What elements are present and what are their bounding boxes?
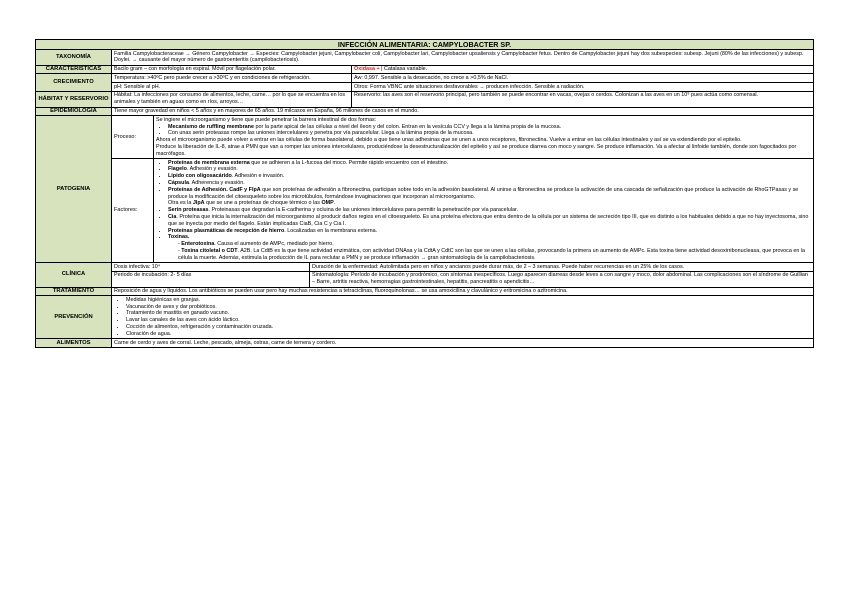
epidemiologia-text: Tiene mayor gravedad en niños < 5 años y en mayores de 65 años. 19 milcasos en España, 96 millones de casos en el mundo. (112, 107, 814, 116)
document-page (35, 39, 813, 348)
caracteristicas-row (36, 65, 814, 74)
duracion-enfermedad: Duración de la enfermedad: Autolimitada pero en niños y ancianos puede durar más, de 2 – 3 semanas. Puede haber recurrencias en un 25% de los casos. (310, 263, 814, 272)
proceso-list (156, 124, 811, 138)
list-item: - Toxina citoletal o CDT. A2B. La CdtB es la que tiene actividad enzimática, con actividad DNAsa y la CdtA y CdtC son las que se unen a las células, provocando la primera un aumento de AMPc. Esta toxina tiene actividad desoxirribonucleasa, que provoca en la célula la muerte. Además, estimula la producción de IL para reclutar a PMN y se produce inflamación → gran sintomatología de la campilobacteriosis. (178, 248, 811, 262)
caracteristicas-right (352, 65, 814, 74)
list-item: • Cia. Proteína que inicia la internalización del microorganismo al producir daños regios en el citoesqueleto. Es una proteína efectora que entra dentro de la célula por un sistema de secreción tipo III, que es distinto a los habituales debido a que no hay inyectosoma, sino que se inyecta por medio del flagelo. Están implicadas CiaB, Cia C y Cia I. (168, 214, 811, 228)
list-item: - Enterotoxina. Causa el aumento de AMPc, mediado por hierro. (178, 241, 811, 248)
tratamiento-row (36, 287, 814, 296)
clinica-row-2 (36, 271, 814, 287)
clinica-row-1 (36, 263, 814, 272)
patogenia-label: PATOGENIA (36, 116, 112, 263)
crecimiento-row-1 (36, 74, 814, 83)
list-item: • Medidas higiénicas en granjas. (126, 297, 811, 304)
alimentos-text: Carne de cerdo y aves de corral. Leche, pescado, almeja, ostras, carne de ternera y cordero. (112, 339, 814, 348)
proceso-paragraph-2: Produce la liberación de IL-8, atrae a PMN que van a romper las uniones intercelulares, produciéndose la desestructuralización del epitelio y así se produce diarrea con moco y sangre. Se produce inflamación. Va a afectar al linfoide también, donde son fagocitados por macrófagos. (156, 144, 797, 157)
tratamiento-text: Reposición de agua y líquidos. Los antibióticos se pueden usar pero hay muchas resistencias a tetraciclinas, fluoroquinolonas… se usa amoxicilina y clavulánico y eritromicina o azitromicina. (112, 287, 814, 296)
dosis-infectiva: Dosis infectiva: 10⁴ (112, 263, 310, 272)
proceso-paragraph-1: Ahora el microorganismo puede volver a entrar en las células de forma basolateral, debido a que tiene unas adhesinas que se unen a unos receptores, fibronectina. Vuelve a entrar en las células intestinales y así se va extendiendo por el epitelio. (156, 137, 742, 144)
prevencion-label: PREVENCIÓN (36, 296, 112, 339)
list-item: • Lípido con oligosacárido. Adhesión e invasión. (168, 173, 811, 180)
list-item: • Cápsula. Adherencia y evasión. (168, 180, 811, 187)
catalasa-text: | Catalasa variable. (379, 66, 428, 73)
jlpa-paragraph: Otra es la JlpA que se une a proteínas de choque térmico o las OMP. (168, 200, 336, 207)
list-item: • Cloración de agua. (126, 331, 811, 338)
epidemiologia-row (36, 107, 814, 116)
list-item: • Lavar las canales de las aves con ácido láctico. (126, 317, 811, 324)
list-item: • Mecanismo de ruffling membrane por la parte apical de las células a nivel del íleon y del colon. Entran en la vesícula CCV y llega a la lámina propia de la mucosa. (168, 124, 811, 131)
list-item: • Proteínas de membrana externa que se adhieren a la L-fucosa del moco. Permite rápido encuentro con el intestino. (168, 160, 811, 167)
caracteristicas-label: CARACTERÍSTICAS (36, 65, 112, 74)
reservorio-text: Reservorio: las aves son el reservorio principal, pero también se puede encontrar en vacas, ovejas o cerdos. Colonizan a las aves en un 10⁹ pues actúa como comensal. (352, 91, 814, 107)
list-item: • Con unas serin proteasas rompe las uniones intercelulares y penetra por vía paracelular. Llega a la lámina propia de la mucosa. (168, 130, 811, 137)
list-item: • Flagelo. Adhesión y evasión. (168, 166, 811, 173)
summary-table (35, 39, 814, 348)
tratamiento-label: TRATAMIENTO (36, 287, 112, 296)
oxidasa-text: Oxidasa + (354, 66, 380, 73)
patogenia-proceso-row (36, 116, 814, 159)
alimentos-label: ALIMENTOS (36, 339, 112, 348)
factores-text (154, 159, 814, 263)
crecimiento-aw: Aw: 0,997. Sensible a la desecación, no crece a >0,5% de NaCl. (352, 74, 814, 83)
proceso-label: Proceso: (112, 116, 154, 159)
caracteristicas-left: Bacilo gram – con morfología en espiral. Móvil por flagelación polar. (112, 65, 352, 74)
taxonomia-label: TAXONOMÍA (36, 50, 112, 66)
crecimiento-ph: pH: Sensible al pH. (112, 83, 352, 92)
habitat-label: HÁBITAT Y RESERVORIO (36, 91, 112, 107)
patogenia-factores-row (36, 159, 814, 263)
epidemiologia-label: EPIDEMIOLOGÍA (36, 107, 112, 116)
alimentos-row (36, 339, 814, 348)
prevencion-row (36, 296, 814, 339)
crecimiento-row-2 (36, 83, 814, 92)
crecimiento-otros: Otros: Forma VBNC ante situaciones desfavorables → producen infección. Sensible a radiación. (352, 83, 814, 92)
periodo-incubacion: Periodo de incubación: 2- 5 días (112, 271, 310, 287)
list-item: • Proteínas de Adhesión. CadF y FlpA que son proteínas de adhesión a fibronectina, participan sobre todo en la adhesión basolateral. Al unirse a fibronectina se produce la activación de una cascada de señalización que produce la activación de RhoGTPasas y se produce la modificación del citoesqueleto sobre los microtúbulos, formándose invaginaciones que incorporan al microorganismo. Otra es la JlpA que se une a proteínas de choque térmico o las OMP. (168, 187, 811, 207)
clinica-label: CLÍNICA (36, 263, 112, 287)
proceso-intro: Se ingiere el microorganismo y tiene que puede penetrar la barrera intestinal de dos formas: (156, 116, 377, 123)
prevencion-list (114, 297, 811, 338)
crecimiento-label: CRECIMIENTO (36, 74, 112, 92)
list-item: • Tratamiento de mastitis en ganado vacuno. (126, 310, 811, 317)
taxonomia-row (36, 50, 814, 66)
toxinas-list (168, 241, 811, 261)
habitat-text: Hábitat: La infecciones por consumo de alimentos, leche, carne… por lo que se encuentra en los animales y también en aguas como en ríos, arroyos… (112, 91, 352, 107)
list-item: • Toxinas. - Enterotoxina. Causa el aumento de AMPc, mediado por hierro. - Toxina citoletal o CDT. A2B. La CdtB es la que tiene actividad enzimática, con actividad DNAsa y la CdtA y CdtC son las que se unen a las células, provocando la primera un aumento de AMPc. Esta toxina tiene actividad desoxirribonucleasa, que provoca en la célula la muerte. Además, estimula la producción de IL para reclutar a PMN y se produce inflamación → gran sintomatología de la campilobacteriosis. (168, 234, 811, 261)
document-title: INFECCIÓN ALIMENTARIA: CAMPYLOBACTER SP. (36, 40, 814, 50)
list-item: • Cocción de alimentos, refrigeración y contaminación cruzada. (126, 324, 811, 331)
crecimiento-temperatura: Temperatura: >40ºC pero puede crecer a >30ºC y en condiciones de refrigeración. (112, 74, 352, 83)
list-item: • Vacunación de aves y dar probióticos. (126, 304, 811, 311)
factores-list (156, 160, 811, 262)
sintomatologia: Sintomatología: Período de incubación y prodrómico, con síntomas inespecíficos. Luego aparecen diarreas desde leves a con sangre y moco, dolor abdominal. Las complicaciones son el síndrome de Guillian – Barre, artritis reactiva, hemorragias gastrointestinales, hepatitis, pancreatitis o apendicitis… (310, 271, 814, 287)
factores-label: Factores: (112, 159, 154, 263)
habitat-row (36, 91, 814, 107)
list-item: • Serin proteasas. Proteinasas que degradan la E-cadherina y ocluina de las uniones intercelulares para permitir la penetración por vía paracelular. (168, 207, 811, 214)
prevencion-text (112, 296, 814, 339)
taxonomia-text: Familia Campylobacteraceae → Género Campylobacter → Especies: Campylobacter jejuni, Campylobacter coli, Campylobacter lari, Campylobacter upsaliensis y Campylobacter fetus. Dentro de Campylobacter jejuni hay dos subespecies: subesp. Jejuni (80% de las infecciones) y subesp. Doylei. → causante del mayor número de gastroenteritis (campilobacteriosis). (112, 50, 814, 66)
list-item: • Proteínas plasmáticas de recepción de hierro. Localizadas en la membrana externa. (168, 228, 811, 235)
proceso-text (154, 116, 814, 159)
